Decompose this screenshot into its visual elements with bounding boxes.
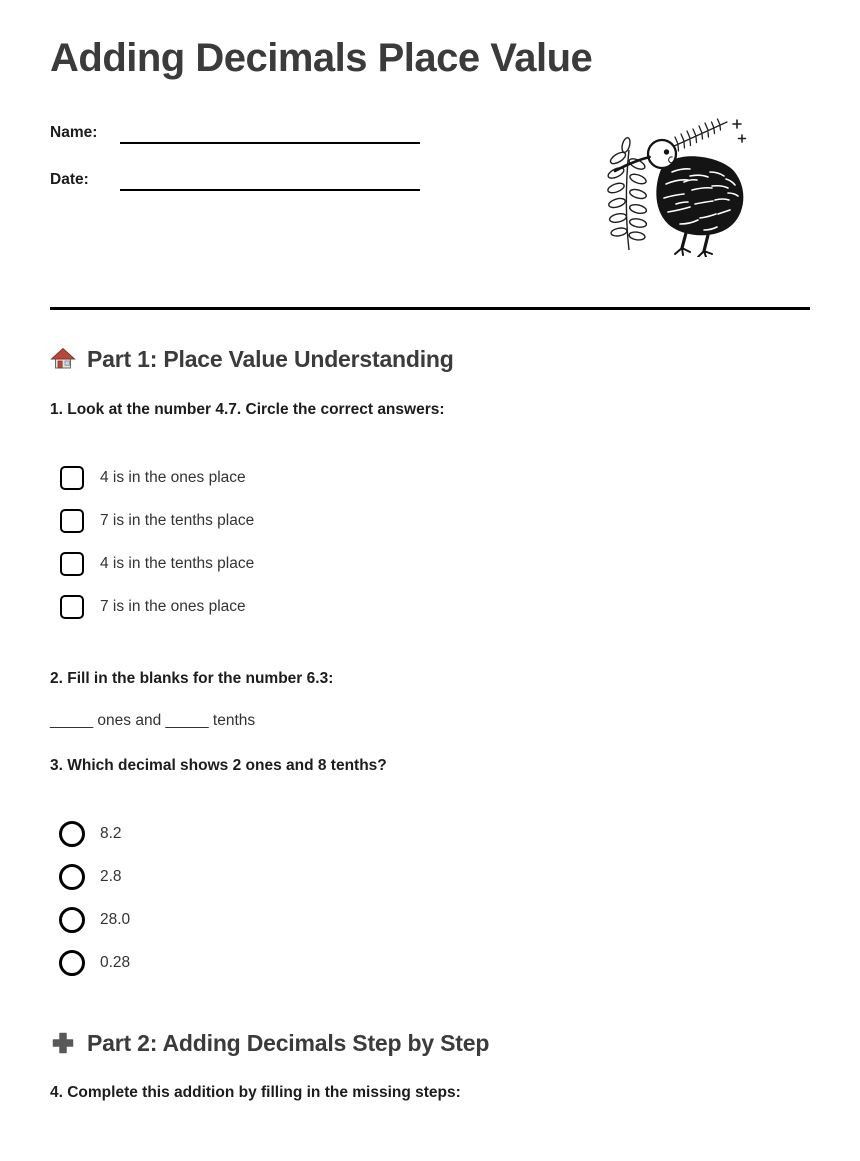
checkbox-option-row — [50, 595, 810, 619]
checkbox-tenths-place-4[interactable] — [60, 552, 84, 576]
part1-heading-text: Part 1: Place Value Understanding — [87, 345, 454, 372]
name-label: Name: — [50, 124, 98, 141]
question-3-options — [50, 821, 810, 976]
plus-icon — [50, 1030, 76, 1056]
checkbox-tenths-place-7[interactable] — [60, 509, 84, 533]
checkbox-ones-place-4[interactable] — [60, 466, 84, 490]
question-3-text: 3. Which decimal shows 2 ones and 8 tenths? — [50, 757, 387, 774]
kiwi-bird-illustration — [600, 112, 750, 257]
checkbox-label: 7 is in the tenths place — [100, 512, 255, 529]
radio-2-8[interactable] — [59, 864, 85, 890]
radio-option-row — [50, 821, 810, 847]
checkbox-option-row — [50, 552, 810, 576]
question-1-text: 1. Look at the number 4.7. Circle the correct answers: — [50, 401, 445, 418]
radio-label: 0.28 — [100, 954, 131, 971]
house-icon — [50, 346, 76, 372]
question-2-text: 2. Fill in the blanks for the number 6.3: — [50, 670, 334, 687]
part2-heading-text: Part 2: Adding Decimals Step by Step — [87, 1029, 490, 1056]
question-4-text: 4. Complete this addition by filling in the missing steps: — [50, 1084, 461, 1101]
date-input-line[interactable] — [120, 169, 420, 191]
question-2-fill-blanks[interactable]: _____ ones and _____ tenths — [50, 712, 256, 729]
question-1-options — [50, 466, 810, 619]
checkbox-ones-place-7[interactable] — [60, 595, 84, 619]
checkbox-label: 4 is in the tenths place — [100, 555, 255, 572]
radio-option-row — [50, 907, 810, 933]
radio-label: 2.8 — [100, 868, 122, 885]
section-divider — [50, 307, 810, 310]
checkbox-label: 7 is in the ones place — [100, 598, 246, 615]
radio-28-0[interactable] — [59, 907, 85, 933]
checkbox-option-row — [50, 466, 810, 490]
part2-heading — [50, 1028, 810, 1058]
radio-label: 28.0 — [100, 911, 131, 928]
checkbox-option-row — [50, 509, 810, 533]
part1-heading — [50, 344, 810, 374]
radio-option-row — [50, 864, 810, 890]
radio-0-28[interactable] — [59, 950, 85, 976]
radio-8-2[interactable] — [59, 821, 85, 847]
page-title: Adding Decimals Place Value — [50, 36, 593, 80]
name-input-line[interactable] — [120, 122, 420, 144]
radio-option-row — [50, 950, 810, 976]
radio-label: 8.2 — [100, 825, 122, 842]
date-label: Date: — [50, 171, 89, 188]
checkbox-label: 4 is in the ones place — [100, 469, 246, 486]
